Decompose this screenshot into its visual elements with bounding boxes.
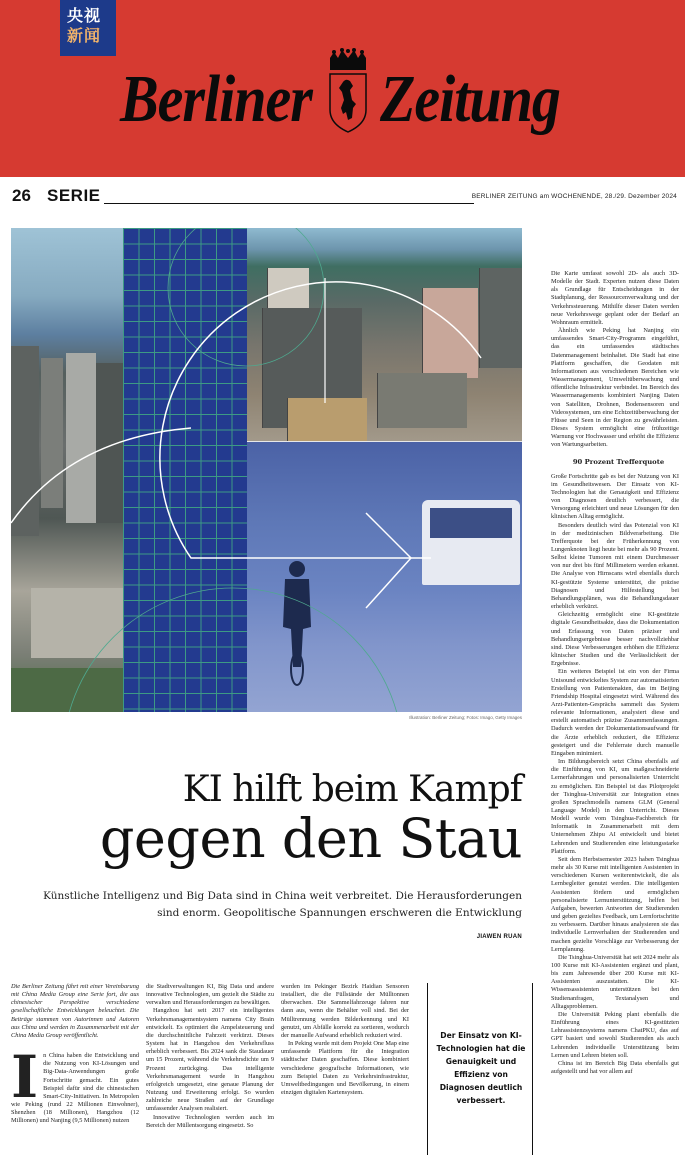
berliner-zeitung-logo (118, 48, 558, 138)
article-column-1 (11, 983, 139, 1126)
body-paragraph: n China haben die Entwicklung und die Nutzung von KI-Lösungen und Big-Data-Anwendungen große Fortschritte gemacht. Ein gutes Beispiel dafür sind die chinesischen Smart-City-Initiativen. In Metropolen wie Peking (rund 22 Millionen Einwohner), Shenzhen (18 Millionen), Hangzhou (12 Millionen) und Nanjing (9,5 Millionen) nutzen (11, 1052, 139, 1125)
body-paragraph: Besonders deutlich wird das Potenzial von KI in der medizinischen Bildverarbeitung. Die Trefferquote bei der Früherkennung von Lungenknoten liegt heute bei mehr als 90 Prozent. Selbst kleine Tumoren mit einem Durchmesser von nur drei bis fünf Millimetern werden erkannt. Die Analyse von Hirnscans wird ebenfalls durch KI-gestützte Systeme unterstützt, die präzise Diagnosen und Hilfestellung bei Behandlungsplänen, was die Behandlungsdauer erheblich verkürzt. (551, 521, 679, 611)
section-name: SERIE (47, 186, 101, 205)
page-number: 26 (12, 186, 31, 205)
body-paragraph: Im Bildungsbereich setzt China ebenfalls auf die Einführung von KI, um maßgeschneiderte Lernerfahrungen und personalisierten Unterricht zu ermöglichen. Ein Beispiel ist das Pilotprojekt der Tsinghua-Universität zur Integration eines großen Sprachmodells namens GLM (General Language Model) in den Unterricht. Dieses Modell wurde vom Tsinghua-Fachbereich für Informatik in Zusammenarbeit mit dem Unternehmen Zhipu AI entwickelt und bietet Lehrenden und Studierenden eine leistungsstarke Plattform. (551, 758, 679, 855)
article-column-3 (281, 983, 409, 1097)
pull-quote: Der Einsatz von KI-Technologien hat die Genauigkeit und Effizienz von Diagnosen deutlich verbessert. (436, 1031, 526, 1105)
masthead (0, 0, 685, 177)
logo-text-left: Berliner (120, 61, 312, 136)
body-paragraph: Ähnlich wie Peking hat Nanjing ein umfassendes Smart-City-Programm eingeführt, das ein umfassendes städtisches Datenmanagement beinhaltet. Die Stadt hat eine Plattform geschaffen, die Geodaten mit Informationen aus verschiedenen Bereichen wie Wassermanagement, Umweltüberwachung und öffentliche Infrastruktur verbindet. Im Bereich des Wassermanagements kombiniert Nanjing Daten von Satelliten, Drohnen, Bodensensoren und Videosystemen, um eine Echtzeitüberwachung der Flüsse und Seen in der Region zu gewährleisten. Dieses System ermöglicht eine frühzeitige Warnung vor Hochwasser und erhöht die Effizienz von Wartungsarbeiten. (551, 327, 679, 449)
badge-line-1: 央视 (67, 6, 102, 25)
pull-quote-box (427, 983, 533, 1155)
article-headline (100, 770, 522, 868)
body-paragraph: Hangzhou hat seit 2017 ein intelligentes Verkehrsmanagementsystem namens City Brain entwickelt. Es optimiert die Ampelsteuerung und die durchschnittliche Fahrzeit verkürzt. Dieses System hat in Hangzhou den Verkehrsfluss erheblich verbessert. Bis 2024 sank die Staudauer um 15 Prozent, während die Verkehrsdichte um 9 Prozent zurückging. Das intelligente Verkehrsmanagement wurde in Hangzhou erfolgreich umgesetzt, eine genaue Planung der Nutzung und Erweiterung erfolgt. So wurden zahlreiche neue Straßen auf der Grundlage umfassender Analysen realisiert. (146, 1007, 274, 1113)
article-column-2 (146, 983, 274, 1130)
section-rule-divider (104, 203, 474, 204)
hero-illustration (11, 228, 522, 712)
body-paragraph: Innovative Technologien werden auch im Bereich der Müllentsorgung eingesetzt. So (146, 1113, 274, 1129)
image-caption: Illustration: Berliner Zeitung; Fotos: Imago, Getty Images (409, 715, 522, 720)
intro-paragraph: Die Berliner Zeitung führt mit einer Vereinbarung mit China Media Group eine Serie fort, die aus chinesischer Perspektive verschiedene gesellschaftliche Entwicklungen beleuchtet. Die Beiträge stammen von Autorinnen und Autoren aus China und werden in Zusammenarbeit mit der China Media Group veröffentlicht. (11, 983, 139, 1039)
cctv-news-logo (60, 0, 116, 56)
overlay-arc-arrow-icon (11, 228, 522, 712)
article-teaser: Künstliche Intelligenz und Big Data sind in China weit verbreitet. Die Herausforderungen sind enorm. Geopolitische Spannungen erschweren die Entwicklung (43, 890, 522, 919)
body-paragraph: In Peking wurde mit dem Projekt One Map eine umfassende Plattform für die Integration städtischer Daten geschaffen. Diese kombiniert verschiedene geografische Informationen, wie zum Beispiel Daten zu Verkehrsinfrastruktur, Umweltbedingungen und Bevölkerung, in einem einzigen digitalen Kartensystem. (281, 1040, 410, 1097)
body-paragraph: China ist im Bereich Big Data ebenfalls gut aufgestellt und hat vor allem auf (551, 1059, 679, 1075)
edition-date: BERLINER ZEITUNG am WOCHENENDE, 28./29. Dezember 2024 (471, 193, 677, 200)
headline-line-1: KI hilft beim Kampf (182, 769, 522, 810)
badge-line-2: 新闻 (67, 26, 102, 45)
body-paragraph: die Stadtverwaltungen KI, Big Data und andere innovative Technologien, um gezielt die Städte zu verwalten und Herausforderungen zu bewältigen. (146, 983, 274, 1007)
logo-text-right: Zeitung (380, 61, 560, 136)
body-paragraph: Die Universität Peking plant ebenfalls die Einführung eines KI-gestützten Lehrassistenzsystems namens ChatPKU, das auf GPT basiert und sowohl Studierenden als auch Lehrenden individuelle Unterstützung beim Lernen und Lehren bieten soll. (551, 1010, 679, 1059)
body-paragraph: Seit dem Herbstsemester 2023 haben Tsinghua mehr als 30 Kurse mit intelligenten Assistenten in verschiedenen Kursen weiterentwickelt, die als Lernbegleiter genutzt werden. Die intelligenten Assistenten fördern und ermöglichen personalisierte Lernunterstützung, helfen bei Aufgaben, bewerten Antworten der Studierenden und geben gezieltes Feedback, um Lernfortschritte zu verbessern. Darüber hinaus analysieren sie das individuelle Lernverhalten der Studierenden und machen gezielte Vorschläge zur Verbesserung der Lernplanung. (551, 855, 679, 953)
headline-line-2: gegen den Stau (99, 807, 522, 870)
section-header (0, 186, 685, 208)
body-paragraph: Große Fortschritte gab es bei der Nutzung von KI im Gesundheitswesen. Der Einsatz von KI-Technologien hat die Genauigkeit und Effizienz von Diagnosen deutlich verbessert, die Versorgung erleichtert und neue Lösungen für den klinischen Alltag ermöglicht. (551, 472, 679, 521)
body-paragraph: Gleichzeitig ermöglicht eine KI-gestützte digitale Gesundheitsakte, dass die Dokumentation und Erfassung von Daten präziser und Behandlungsergebnisse besser nachvollziehbar sind. Diese Verbesserungen erhöhen die Effizienz klinischer Studien und die Verlässlichkeit der Ergebnisse. (551, 611, 679, 668)
article-subheading: 90 Prozent Trefferquote (572, 458, 665, 467)
berlin-bear-crest-icon (326, 48, 370, 136)
author-byline: JIAWEN RUAN (476, 934, 522, 940)
body-paragraph: Die Tsinghua-Universität hat seit 2024 mehr als 100 Kurse mit KI-Assistenten ergänzt und plant, bis zum Jahresende über 200 Kurse mit KI-Assistenten auszustatten. Die KI-Wissensassistenten unterstützen bei den Studienanfragen, Textanalysen und Alltagsproblemen. (551, 953, 679, 1010)
drop-cap: I (11, 1043, 39, 1112)
body-paragraph: Die Karte umfasst sowohl 2D- als auch 3D-Modelle der Stadt. Experten nutzen diese Daten als Grundlage für Entscheidungen in der Stadtplanung, der Ressourcenverwaltung und der Verkehrssteuerung. Mithilfe dieser Daten werden neue Verkehrswege geplant oder der Bedarf an Wohnraum ermittelt. (551, 270, 679, 326)
article-column-right (551, 270, 679, 1076)
body-paragraph: Ein weiteres Beispiel ist ein von der Firma Unisound entwickeltes System zur automatisierten Erstellung von Patientenakten, das im Beijing Friendship Hospital eingesetzt wird. Während des Arzt-Patienten-Gesprächs sammelt das System relevante Informationen, analysiert diese und erstellt automatisch präzise Zusammenfassungen. Dadurch werden der Dokumentationsaufwand für die Ärzte erheblich reduziert, die Effizienz gesteigert und die Fehlerrate durch manuelle Eingaben minimiert. (551, 668, 679, 757)
body-paragraph: wurden im Pekinger Bezirk Haidian Sensoren installiert, die die Füllstände der Mülltonnen überwachen. Die Sammelfahrzeuge fahren nur dann aus, wenn die Behälter voll sind. Bei der Mülltrennung werden Bilderkennung und KI genutzt, um Abfälle korrekt zu sortieren, wodurch der manuelle Aufwand erheblich reduziert wird. (281, 983, 409, 1039)
